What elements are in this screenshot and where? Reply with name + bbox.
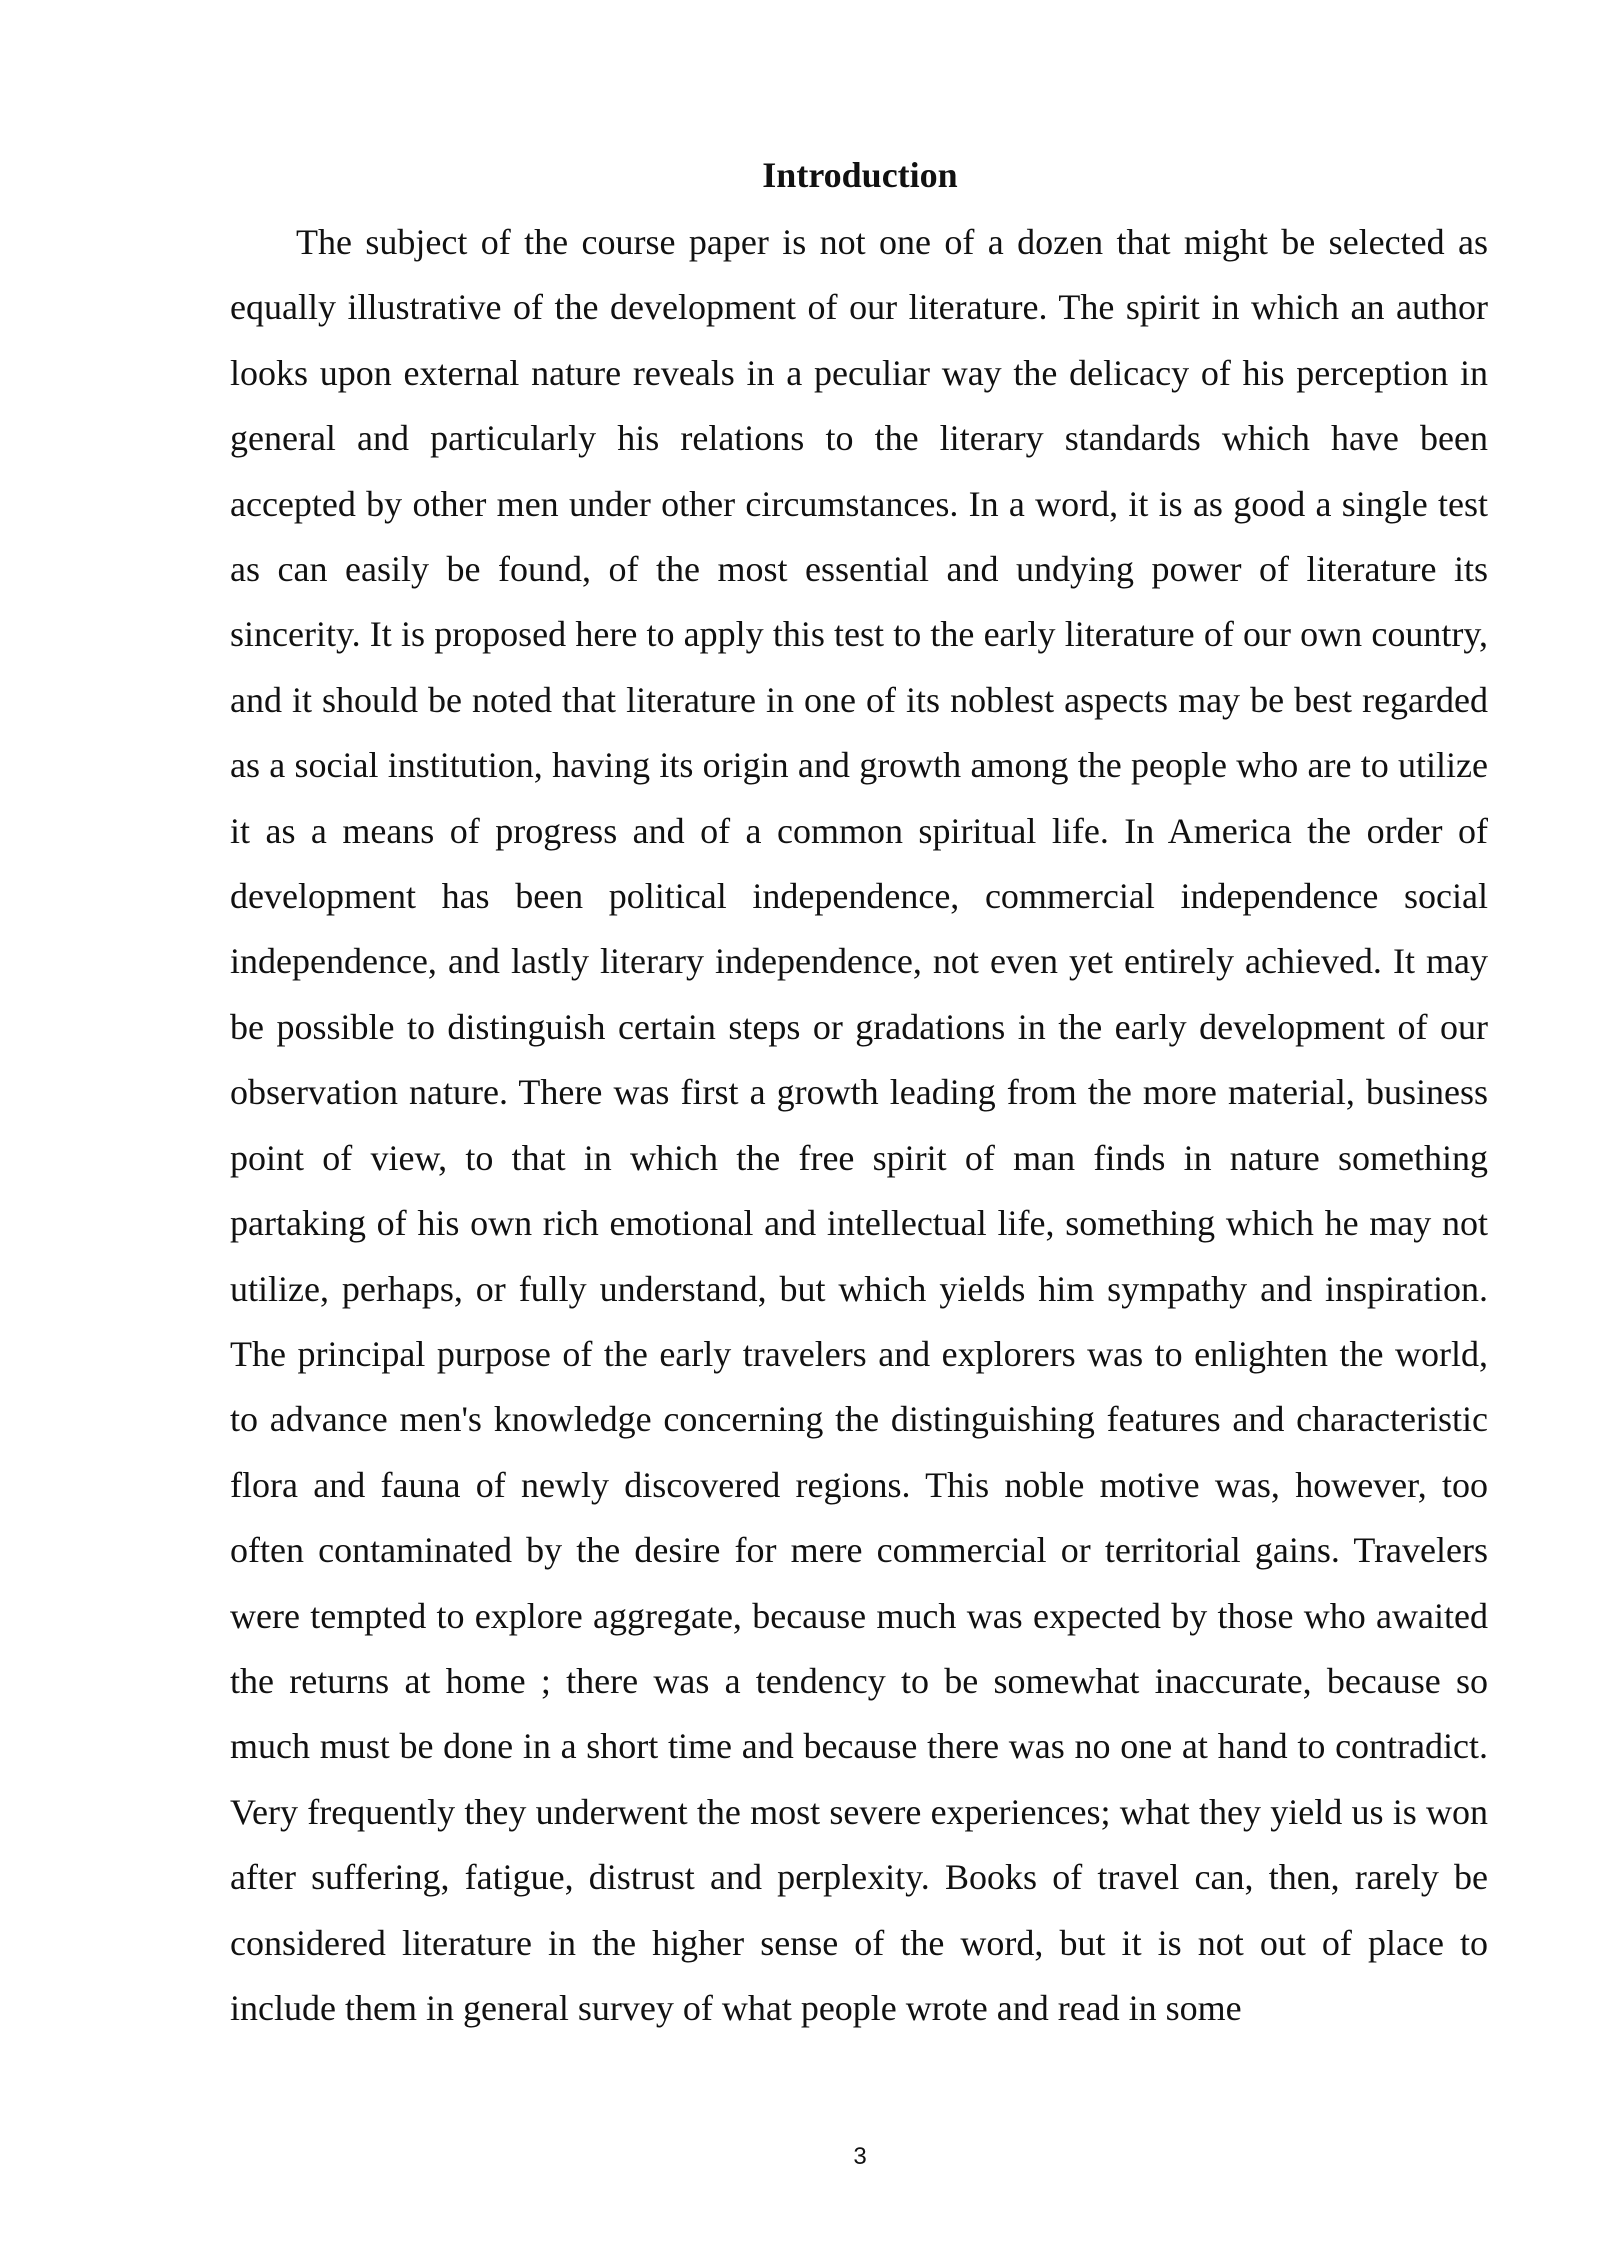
- page-number: 3: [853, 2143, 867, 2170]
- section-heading: Introduction: [762, 155, 958, 195]
- body-paragraph: The subject of the course paper is not one of a dozen that might be selected as equally illustrative of the development of our literature. The spirit in which an author looks upon external nature reveals in a peculiar way the delicacy of his perception in general and particularly his relations to the literary standards which have been accepted by other men under other circumstances. In a word, it is as good a single test as can easily be found, of the most essential and undying power of literature its sincerity. It is proposed here to apply this test to the early literature of our own country, and it should be noted that literature in one of its noblest aspects may be best regarded as a social institution, having its origin and growth among the people who are to utilize it as a means of progress and of a common spiritual life. In America the order of development has been political independence, commercial independence social independence, and lastly literary independence, not even yet entirely achieved. It may be possible to distinguish certain steps or gradations in the early development of our observation nature. There was first a growth leading from the more material, business point of view, to that in which the free spirit of man finds in nature something partaking of his own rich emotional and intellectual life, something which he may not utilize, perhaps, or fully understand, but which yields him sympathy and inspiration. The principal purpose of the early travelers and explorers was to enlighten the world, to advance men's knowledge concerning the distinguishing features and characteristic flora and fauna of newly discovered regions. This noble motive was, however, too often contaminated by the desire for mere commercial or territorial gains. Travelers were tempted to explore aggregate, because much was expected by those who awaited the returns at home ; there was a tendency to be somewhat inaccurate, because so much must be done in a short time and because there was no one at hand to contradict. Very frequently they underwent the most severe experiences; what they yield us is won after suffering, fatigue, distrust and perplexity. Books of travel can, then, rarely be considered literature in the higher sense of the word, but it is not out of place to include them in general survey of what people wrote and read in some: [230, 222, 1488, 2028]
